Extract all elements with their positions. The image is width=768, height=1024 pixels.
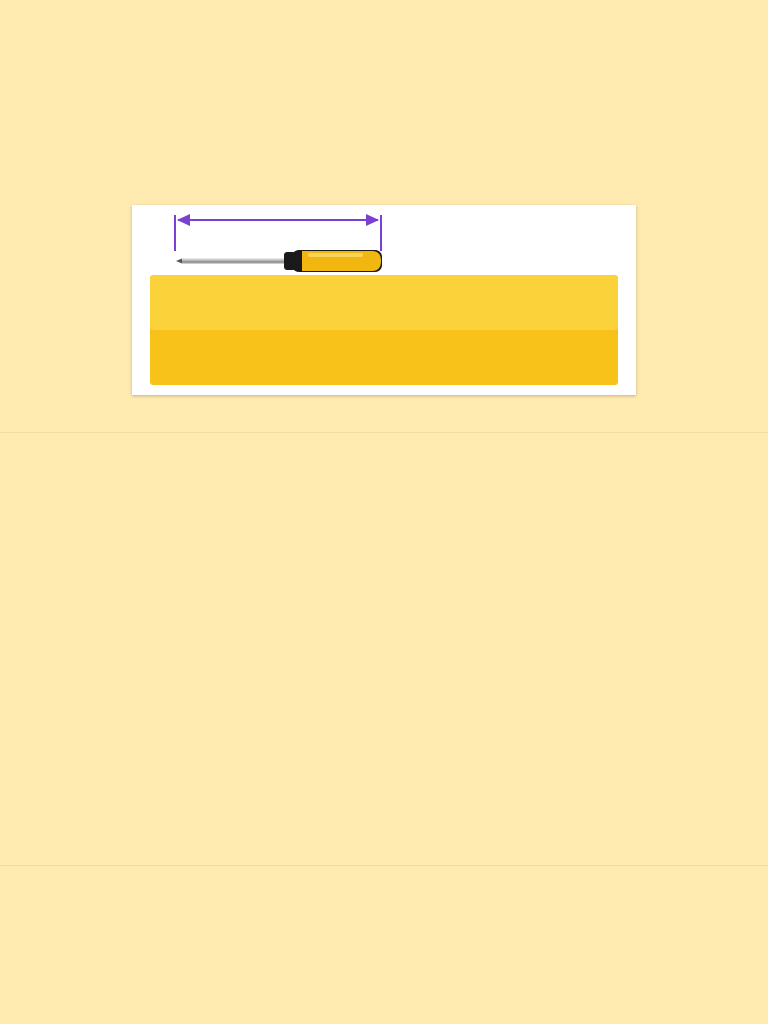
ruler-highlight [150,275,618,330]
slide-title [0,0,768,432]
screwdriver-icon [176,250,382,272]
dimension-arrow-left-head [177,214,190,226]
ruler-illustration [132,205,636,395]
slide-introduction [0,866,768,1024]
dimension-arrow-right-head [366,214,379,226]
slide-contents [0,433,768,865]
ruler-figure [132,205,636,395]
